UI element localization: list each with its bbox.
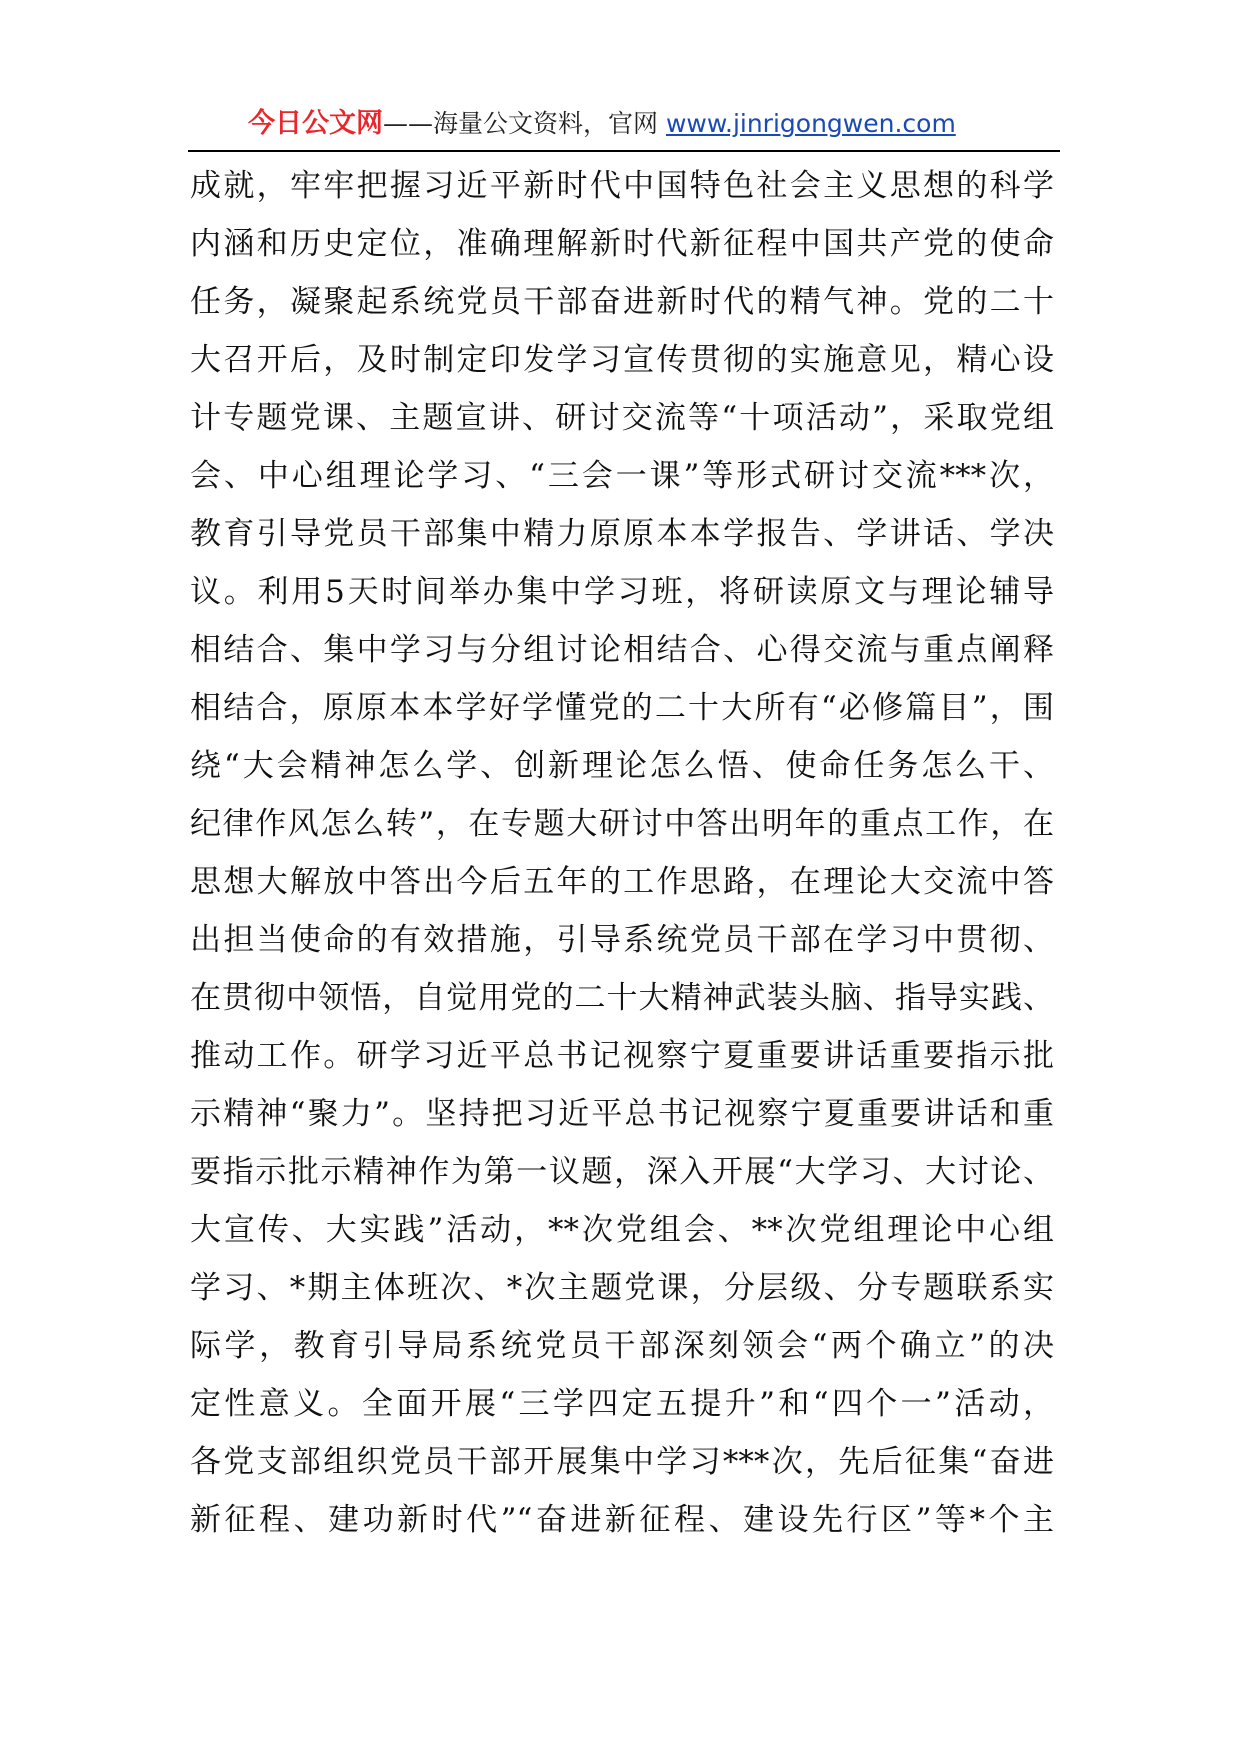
site-url-link[interactable]: www.jinrigongwen.com — [665, 109, 956, 138]
body-line: 定性意义。全面开展“三学四定五提升”和“四个一”活动， — [190, 1386, 1054, 1422]
header-line — [248, 108, 956, 140]
body-line: 成就，牢牢把握习近平新时代中国特色社会主义思想的科学 — [190, 168, 1054, 204]
body-line: 会、中心组理论学习、“三会一课”等形式研讨交流***次， — [190, 458, 1054, 494]
body-line: 任务，凝聚起系统党员干部奋进新时代的精气神。党的二十 — [190, 284, 1054, 320]
body-line: 要指示批示精神作为第一议题，深入开展“大学习、大讨论、 — [190, 1154, 1054, 1190]
body-line: 绕“大会精神怎么学、创新理论怎么悟、使命任务怎么干、 — [190, 748, 1054, 784]
page-header — [188, 104, 1060, 152]
body-line: 大宣传、大实践”活动，**次党组会、**次党组理论中心组 — [190, 1212, 1054, 1248]
body-line: 新征程、建功新时代”“奋进新征程、建设先行区”等*个主 — [190, 1502, 1054, 1538]
body-line: 各党支部组织党员干部开展集中学习***次，先后征集“奋进 — [190, 1444, 1054, 1480]
header-tagline: ——海量公文资料，官网 — [383, 109, 666, 138]
document-body — [190, 157, 1054, 1549]
body-line: 在贯彻中领悟，自觉用党的二十大精神武装头脑、指导实践、 — [190, 980, 1054, 1016]
body-line: 教育引导党员干部集中精力原原本本学报告、学讲话、学决 — [190, 516, 1054, 552]
body-line: 推动工作。研学习近平总书记视察宁夏重要讲话重要指示批 — [190, 1038, 1054, 1074]
body-line: 学习、*期主体班次、*次主题党课，分层级、分专题联系实 — [190, 1270, 1054, 1306]
body-line: 相结合、集中学习与分组讨论相结合、心得交流与重点阐释 — [190, 632, 1054, 668]
body-line: 内涵和历史定位，准确理解新时代新征程中国共产党的使命 — [190, 226, 1054, 262]
body-line: 出担当使命的有效措施，引导系统党员干部在学习中贯彻、 — [190, 922, 1054, 958]
body-line: 议。利用5天时间举办集中学习班，将研读原文与理论辅导 — [190, 574, 1054, 610]
body-line: 计专题党课、主题宣讲、研讨交流等“十项活动”，采取党组 — [190, 400, 1054, 436]
body-line: 纪律作风怎么转”，在专题大研讨中答出明年的重点工作，在 — [190, 806, 1054, 842]
body-line: 相结合，原原本本学好学懂党的二十大所有“必修篇目”，围 — [190, 690, 1054, 726]
body-line: 思想大解放中答出今后五年的工作思路，在理论大交流中答 — [190, 864, 1054, 900]
body-line: 际学，教育引导局系统党员干部深刻领会“两个确立”的决 — [190, 1328, 1054, 1364]
body-line: 示精神“聚力”。坚持把习近平总书记视察宁夏重要讲话和重 — [190, 1096, 1054, 1132]
site-brand[interactable]: 今日公文网 — [248, 108, 383, 139]
body-line: 大召开后，及时制定印发学习宣传贯彻的实施意见，精心设 — [190, 342, 1054, 378]
